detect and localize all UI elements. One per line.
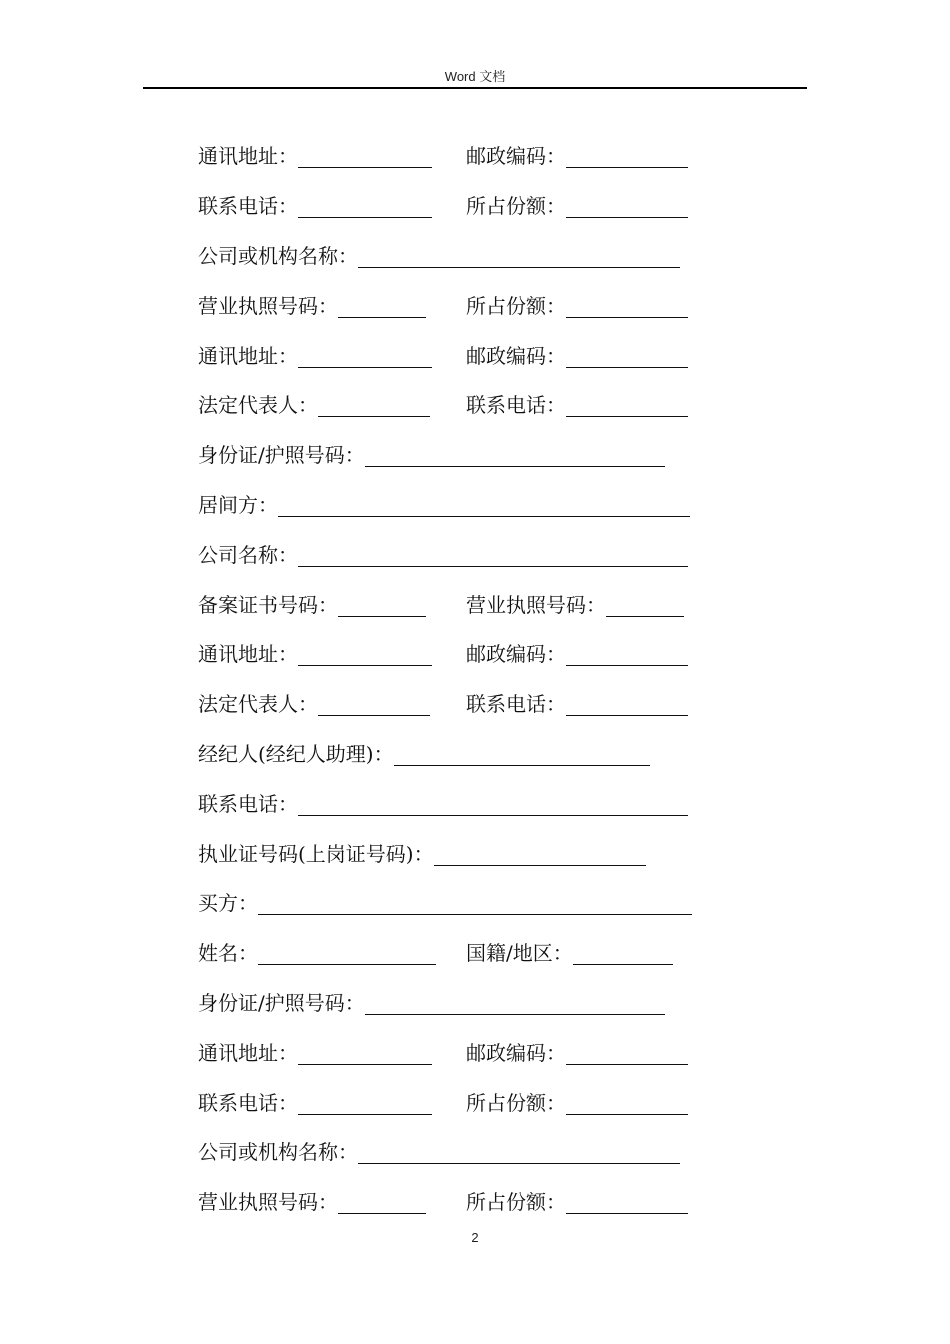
- field-label: 备案证书号码：: [198, 592, 338, 617]
- form-field: [198, 638, 443, 667]
- fill-in-blank[interactable]: [566, 645, 688, 666]
- fill-in-blank[interactable]: [298, 347, 432, 368]
- form-row: [198, 578, 708, 628]
- fill-in-blank[interactable]: [298, 546, 688, 567]
- field-label: 国籍/地区：: [466, 941, 573, 966]
- field-label: 所占份额：: [466, 1090, 566, 1115]
- fill-in-blank[interactable]: [298, 795, 688, 816]
- fill-in-blank[interactable]: [318, 396, 430, 417]
- form-field: [198, 290, 443, 319]
- form-field: [466, 389, 688, 418]
- field-label: 联系电话：: [198, 1090, 298, 1115]
- fill-in-blank[interactable]: [566, 147, 688, 168]
- fill-in-blank[interactable]: [566, 197, 688, 218]
- field-label: 联系电话：: [466, 393, 566, 418]
- fill-in-blank[interactable]: [566, 396, 688, 417]
- field-label: 邮政编码：: [466, 1040, 566, 1065]
- fill-in-blank[interactable]: [338, 1193, 426, 1214]
- form-field: [466, 1087, 688, 1116]
- form-row: [198, 678, 708, 728]
- form-field: [198, 987, 665, 1016]
- fill-in-blank[interactable]: [434, 845, 646, 866]
- form-fields: [198, 130, 708, 1226]
- form-field: [198, 190, 443, 219]
- form-field: [466, 1037, 688, 1066]
- form-row: [198, 1026, 708, 1076]
- field-label: 居间方：: [198, 492, 278, 517]
- fill-in-blank[interactable]: [298, 147, 432, 168]
- field-label: 营业执照号码：: [198, 293, 338, 318]
- field-label: 所占份额：: [466, 1190, 566, 1215]
- fill-in-blank[interactable]: [566, 1094, 688, 1115]
- field-label: 法定代表人：: [198, 692, 318, 717]
- field-label: 经纪人(经纪人助理)：: [198, 741, 394, 766]
- form-row: [198, 479, 708, 529]
- field-label: 身份证/护照号码：: [198, 443, 365, 468]
- fill-in-blank[interactable]: [258, 894, 692, 915]
- fill-in-blank[interactable]: [566, 695, 688, 716]
- field-label: 法定代表人：: [198, 393, 318, 418]
- form-row: [198, 1076, 708, 1126]
- form-field: [198, 589, 443, 618]
- form-field: [198, 340, 443, 369]
- form-row: [198, 230, 708, 280]
- form-row: [198, 927, 708, 977]
- form-field: [466, 638, 688, 667]
- form-field: [466, 140, 688, 169]
- field-label: 公司名称：: [198, 542, 298, 567]
- fill-in-blank[interactable]: [365, 994, 665, 1015]
- fill-in-blank[interactable]: [358, 1143, 680, 1164]
- form-field: [198, 1186, 443, 1215]
- form-field: [198, 1136, 680, 1165]
- form-field: [198, 389, 443, 418]
- fill-in-blank[interactable]: [298, 645, 432, 666]
- form-row: [198, 877, 708, 927]
- field-label: 邮政编码：: [466, 642, 566, 667]
- form-row: [198, 728, 708, 778]
- form-row: [198, 777, 708, 827]
- fill-in-blank[interactable]: [318, 695, 430, 716]
- form-field: [198, 838, 646, 867]
- fill-in-blank[interactable]: [365, 446, 665, 467]
- page-number: 2: [471, 1230, 479, 1245]
- fill-in-blank[interactable]: [278, 496, 690, 517]
- fill-in-blank[interactable]: [566, 347, 688, 368]
- form-field: [466, 290, 688, 319]
- form-row: [198, 180, 708, 230]
- form-row: [198, 130, 708, 180]
- form-row: [198, 528, 708, 578]
- field-label: 营业执照号码：: [198, 1190, 338, 1215]
- field-label: 所占份额：: [466, 194, 566, 219]
- field-label: 买方：: [198, 891, 258, 916]
- field-label: 联系电话：: [466, 692, 566, 717]
- form-field: [466, 190, 688, 219]
- form-row: [198, 1176, 708, 1226]
- form-field: [466, 1186, 688, 1215]
- form-field: [198, 439, 665, 468]
- fill-in-blank[interactable]: [566, 1193, 688, 1214]
- form-field: [198, 240, 680, 269]
- form-field: [198, 1087, 443, 1116]
- field-label: 公司或机构名称：: [198, 243, 358, 268]
- form-row: [198, 379, 708, 429]
- field-label: 通讯地址：: [198, 642, 298, 667]
- header-rule: [143, 87, 807, 89]
- form-field: [198, 539, 688, 568]
- form-field: [198, 1037, 443, 1066]
- form-field: [198, 788, 688, 817]
- fill-in-blank[interactable]: [338, 297, 426, 318]
- form-field: [198, 887, 692, 916]
- field-label: 公司或机构名称：: [198, 1140, 358, 1165]
- form-field: [198, 738, 650, 767]
- form-field: [198, 140, 443, 169]
- form-field: [198, 688, 443, 717]
- form-row: [198, 279, 708, 329]
- field-label: 通讯地址：: [198, 144, 298, 169]
- field-label: 联系电话：: [198, 194, 298, 219]
- field-label: 身份证/护照号码：: [198, 990, 365, 1015]
- form-field: [466, 688, 688, 717]
- fill-in-blank[interactable]: [566, 297, 688, 318]
- field-label: 邮政编码：: [466, 343, 566, 368]
- field-label: 联系电话：: [198, 791, 298, 816]
- fill-in-blank[interactable]: [298, 197, 432, 218]
- form-row: [198, 827, 708, 877]
- fill-in-blank[interactable]: [298, 1044, 432, 1065]
- field-label: 执业证号码(上岗证号码)：: [198, 841, 434, 866]
- form-field: [198, 937, 443, 966]
- field-label: 姓名：: [198, 941, 258, 966]
- form-field: [198, 489, 690, 518]
- field-label: 所占份额：: [466, 293, 566, 318]
- field-label: 邮政编码：: [466, 144, 566, 169]
- fill-in-blank[interactable]: [298, 1094, 432, 1115]
- form-field: [466, 589, 684, 618]
- fill-in-blank[interactable]: [606, 596, 684, 617]
- fill-in-blank[interactable]: [338, 596, 426, 617]
- page-header: Word 文档: [444, 69, 506, 84]
- form-row: [198, 329, 708, 379]
- fill-in-blank[interactable]: [566, 1044, 688, 1065]
- form-row: [198, 1126, 708, 1176]
- form-field: [466, 340, 688, 369]
- form-row: [198, 977, 708, 1027]
- fill-in-blank[interactable]: [573, 944, 673, 965]
- form-row: [198, 429, 708, 479]
- field-label: 通讯地址：: [198, 1040, 298, 1065]
- fill-in-blank[interactable]: [258, 944, 436, 965]
- form-row: [198, 628, 708, 678]
- form-field: [466, 937, 673, 966]
- field-label: 通讯地址：: [198, 343, 298, 368]
- field-label: 营业执照号码：: [466, 592, 606, 617]
- fill-in-blank[interactable]: [358, 247, 680, 268]
- fill-in-blank[interactable]: [394, 745, 650, 766]
